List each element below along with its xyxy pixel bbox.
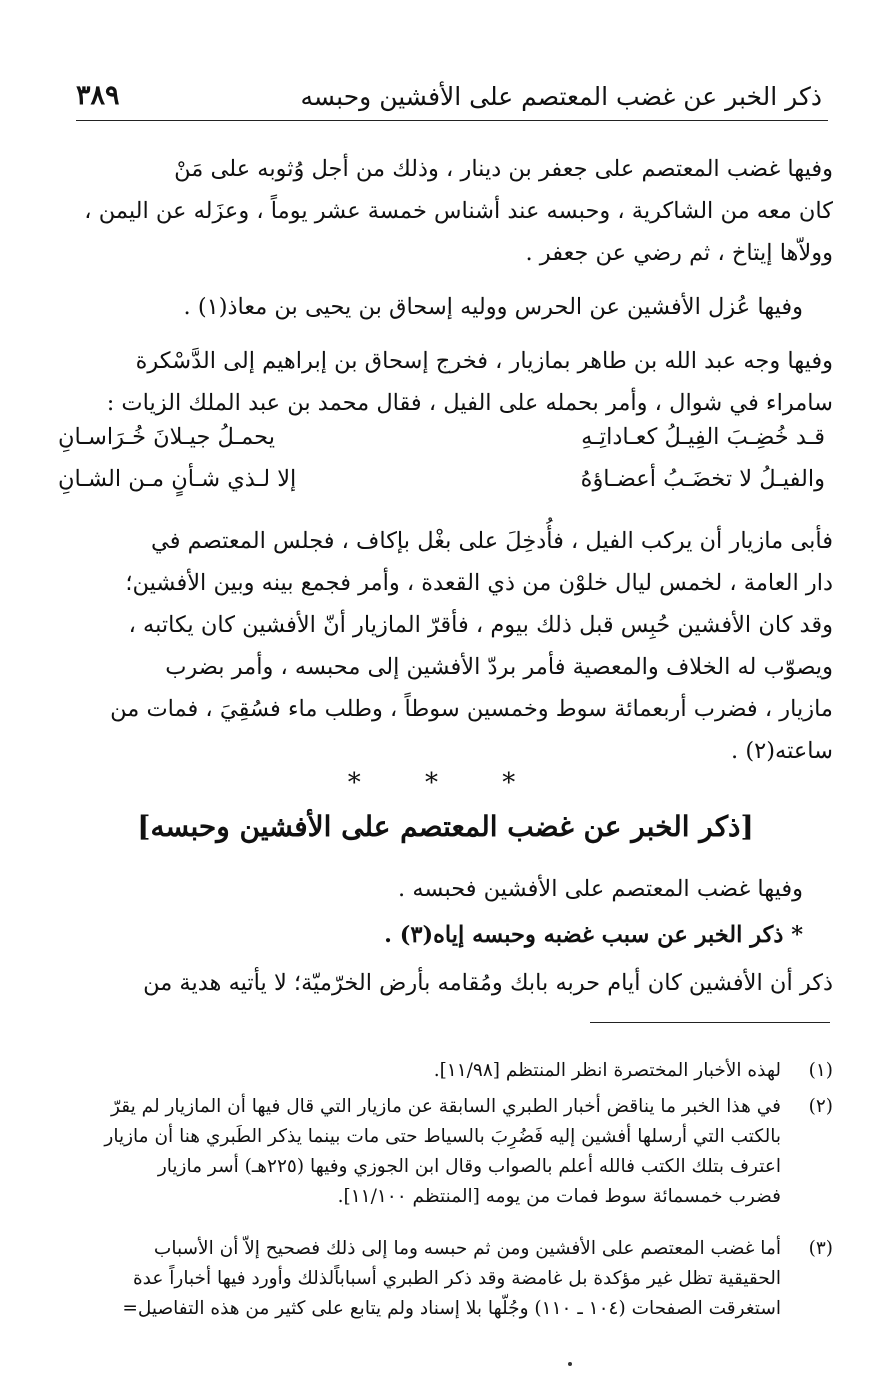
footnote-line: لهذه الأخبار المختصرة انظر المنتظم [١١/٩٨]. [433,1060,781,1081]
text-line: ويصوّب له الخلاف والمعصية فأمر بردّ الأفشين إلى محبسه ، وأمر بضرب [165,654,833,680]
verse-second-hemistich: إلا لـذي شـأنٍ مـن الشـانِ [58,466,297,492]
paragraph-maziyar-arrival [58,340,833,424]
text-line: وفيها عُزل الأفشين عن الحرس ووليه إسحاق بن يحيى بن معاذ(١) . [183,294,803,320]
poem-verse [58,466,833,508]
footnote-line: اعترف بتلك الكتب فالله أعلم بالصواب وقال ابن الجوزي وفيها (٢٢٥هـ) أسر مازيار [157,1156,781,1177]
footnote-number: (٢) [808,1096,833,1117]
paragraph-afshin-guard [58,286,833,328]
footnote-line: في هذا الخبر ما يناقض أخبار الطبري السابقة عن مازيار التي قال فيها أن المازيار لم يقرّ [111,1096,781,1117]
paragraph-maziyar-punishment [58,520,833,772]
text-line: ذكر أن الأفشين كان أيام حربه بابك ومُقامه بأرض الخرّميّة؛ لا يأتيه هدية من [143,970,833,996]
running-title: ذكر الخبر عن غضب المعتصم على الأفشين وحبسه [300,82,822,111]
footnote-line: فضرب خمسمائة سوط فمات من يومه [المنتظم ١١/١٠٠]. [337,1186,781,1207]
footnote-2 [58,1092,833,1212]
text-line: سامراء في شوال ، وأمر بحمله على الفيل ، فقال محمد بن عبد الملك الزيات : [106,390,833,416]
text-line: كان معه من الشاكرية ، وحبسه عند أشناس خمسة عشر يوماً ، وعزَله عن اليمن ، [84,198,833,224]
subheading-reason [58,914,833,956]
footnote-3 [58,1234,833,1324]
footnote-divider [590,1022,830,1023]
text-line: وفيها غضب المعتصم على جعفر بن دينار ، وذلك من أجل وُثوبه على مَنْ [174,156,833,182]
footnote-number: (٣) [808,1238,833,1259]
text-line: دار العامة ، لخمس ليال خلوْن من ذي القعدة ، وأمر فجمع بينه وبين الأفشين؛ [125,570,833,596]
text-line: وولاّها إيتاخ ، ثم رضي عن جعفر . [525,240,833,266]
poem [58,424,833,508]
poem-verse [58,424,833,466]
footnote-1 [58,1056,833,1086]
paragraph-afshin-imprisoned [58,868,833,910]
footnote-line: بالكتب التي أرسلها أفشين إليه فَضُرِبَ بالسياط حتى مات بينما يذكر الطَبري هنا أن مازيار [104,1126,781,1147]
verse-first-hemistich: والفيـلُ لا تخضَـبُ أعضـاؤهُ [580,466,825,492]
footnote-line: استغرقت الصفحات (١٠٤ ـ ١١٠) وجُلّها بلا إسناد ولم يتابع على كثير من هذه التفاصيل= [122,1298,781,1319]
verse-first-hemistich: قـد خُضِـبَ الفِيـلُ كعـاداتِـهِ [581,424,825,450]
running-header [76,78,828,121]
footnote-line: الحقيقية تظل غير مؤكدة بل غامضة وقد ذكر الطبري أسباباًلذلك وأورد فيها أخباراً عدة [132,1268,781,1289]
verse-second-hemistich: يحمـلُ جيـلانَ خُـرَاسـانِ [58,424,275,450]
text-line: وفيها وجه عبد الله بن طاهر بمازيار ، فخرج إسحاق بن إبراهيم إلى الدَّسْكرة [135,348,833,374]
paragraph-jafar [58,148,833,274]
text-line: فأبى مازيار أن يركب الفيل ، فأُدخِلَ على بغْل بإكاف ، فجلس المعتصم في [151,528,833,554]
subheading-text: * ذكر الخبر عن سبب غضبه وحبسه إياه(٣) . [384,922,803,948]
page-mark [568,1362,572,1366]
paragraph-afshin-gifts [58,962,833,1004]
text-line: وفيها غضب المعتصم على الأفشين فحبسه . [398,876,803,902]
page-number: ٣٨٩ [76,80,120,111]
footnote-line: أما غضب المعتصم على الأفشين ومن ثم حبسه وما إلى ذلك فصحيح إلاّ أن الأسباب [153,1238,781,1259]
section-heading: [ذكر الخبر عن غضب المعتصم على الأفشين وحبسه] [137,810,754,843]
section-separator: * * * [347,768,544,798]
text-line: وقد كان الأفشين حُبِس قبل ذلك بيوم ، فأقرّ المازيار أنّ الأفشين كان يكاتبه ، [128,612,833,638]
text-line: مازيار ، فضرب أربعمائة سوط وخمسين سوطاً ، وطلب ماء فسُقِيَ ، فمات من [110,696,833,722]
text-line: ساعته(٢) . [731,738,833,764]
footnote-number: (١) [808,1060,833,1081]
